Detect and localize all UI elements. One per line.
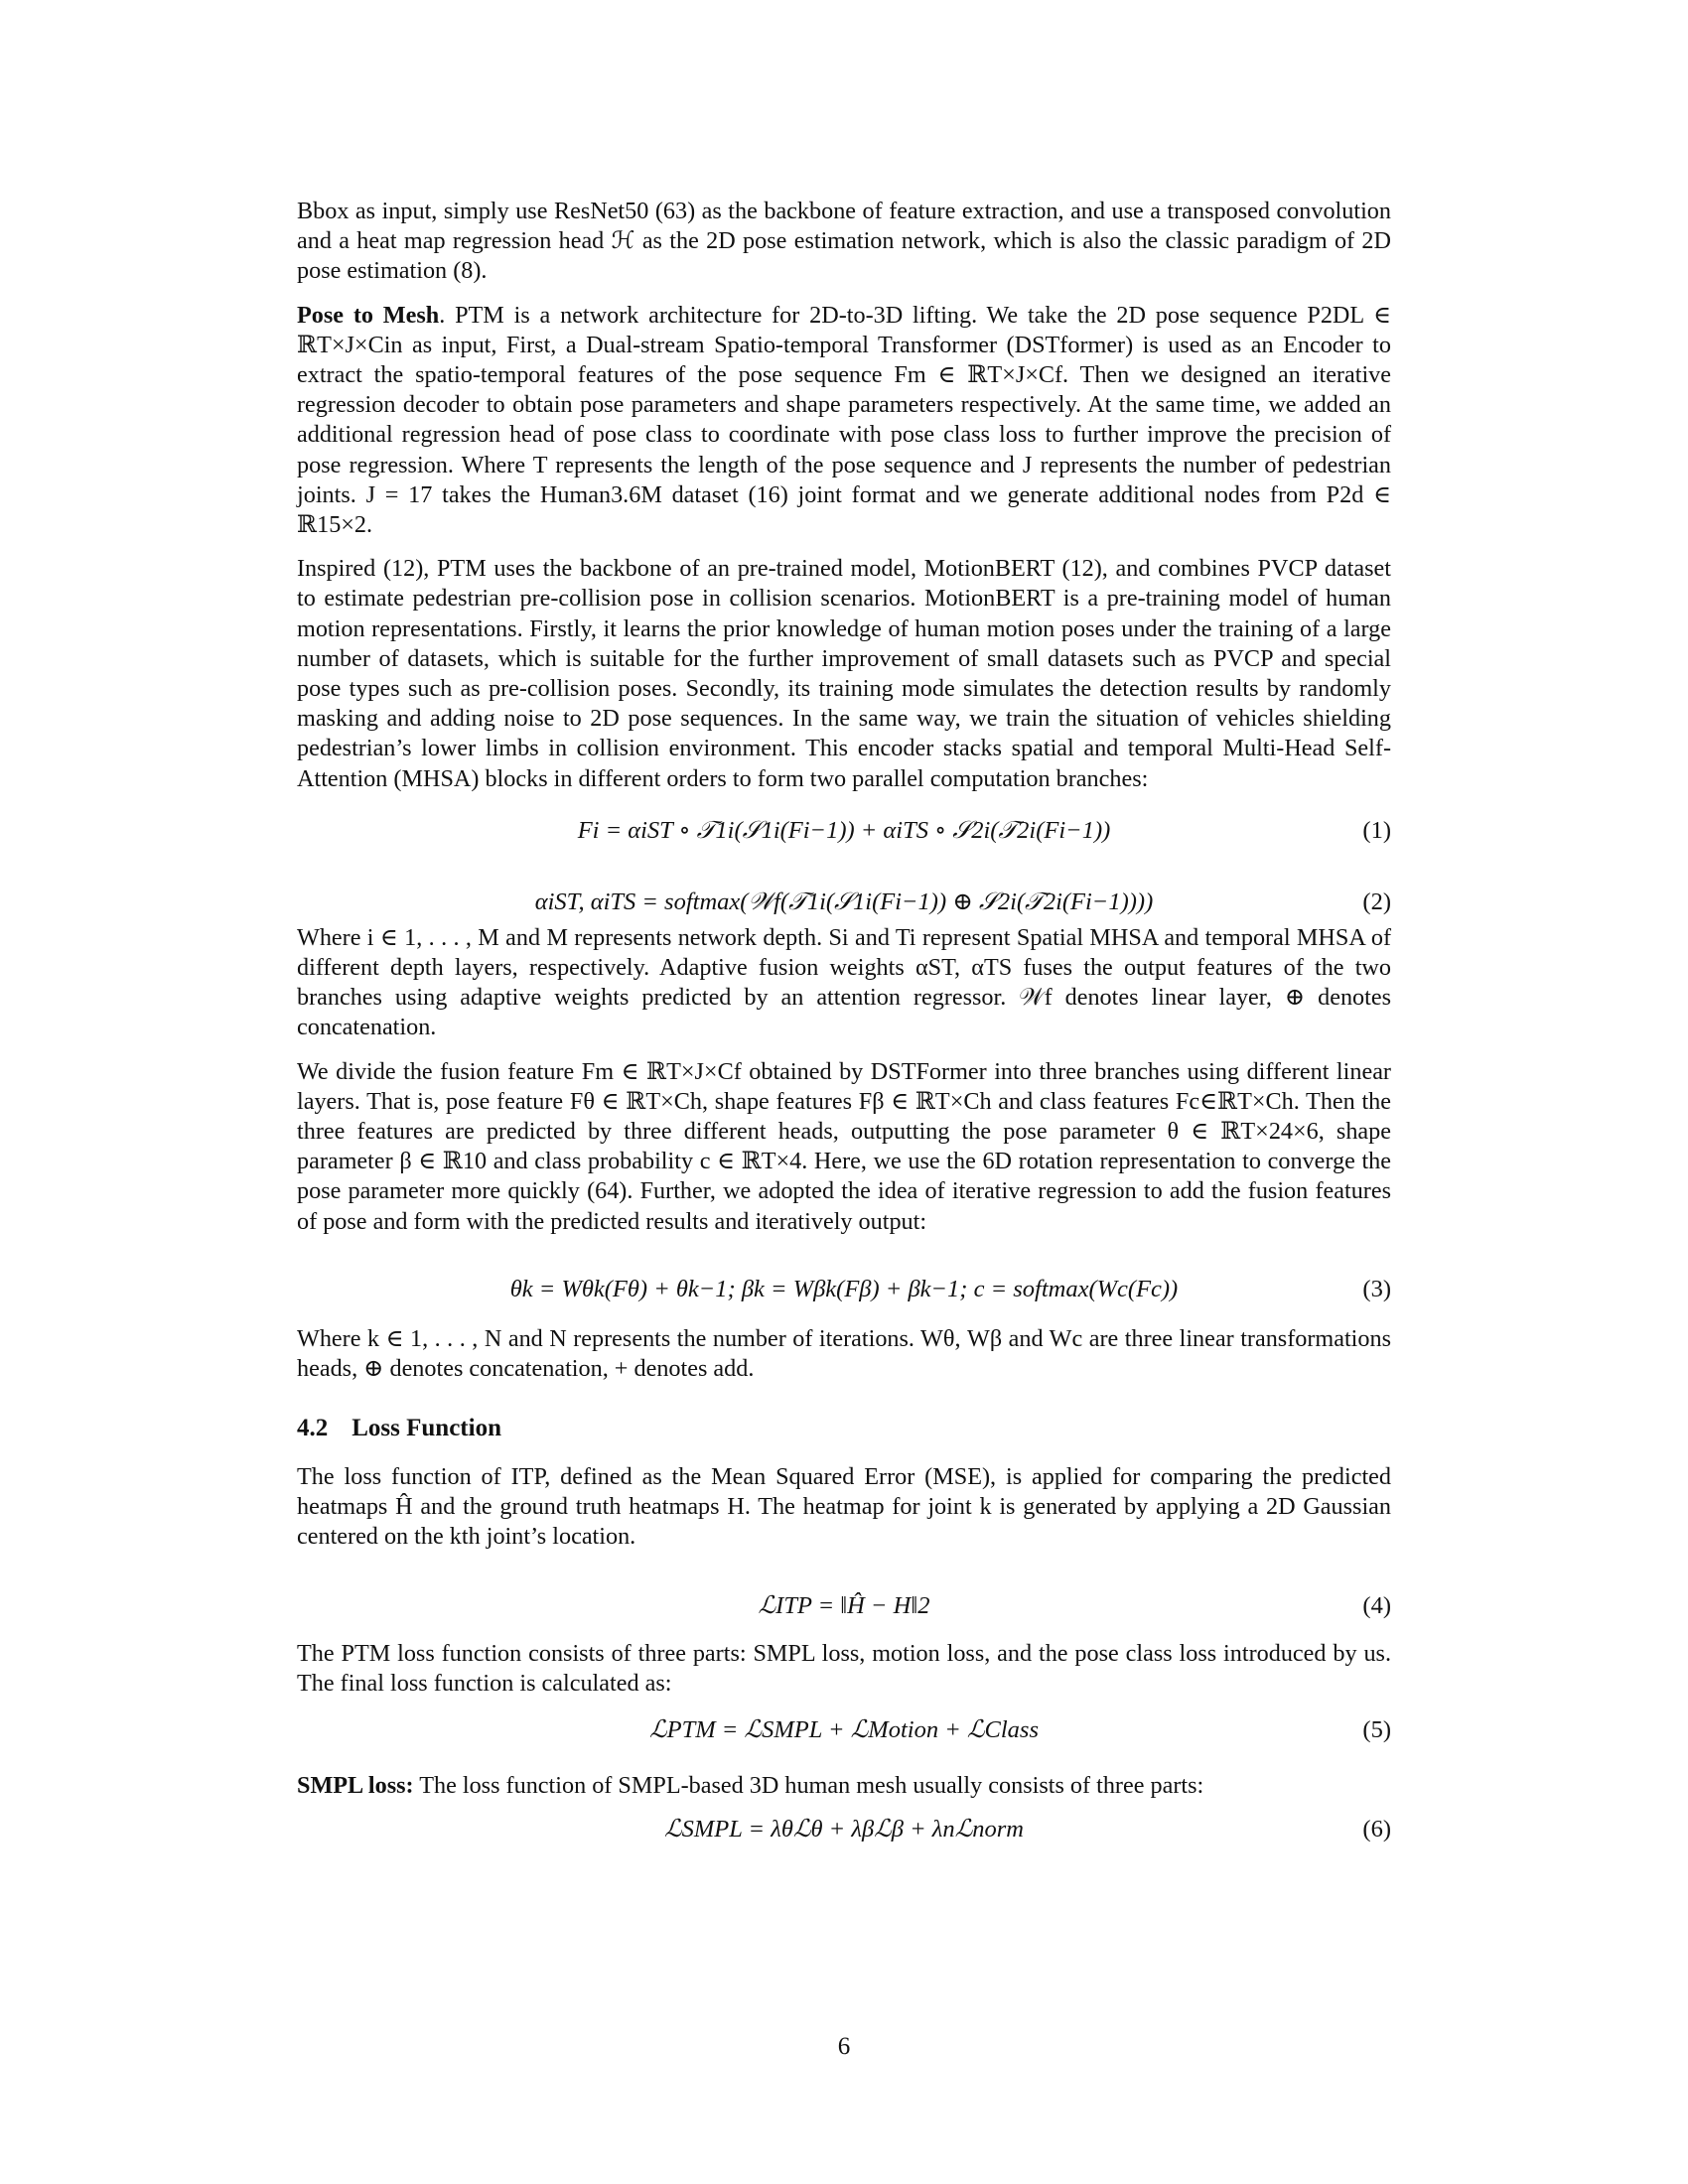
main-column xyxy=(297,197,1391,1864)
equation-number: (5) xyxy=(1362,1715,1391,1743)
equation-4 xyxy=(297,1566,1391,1637)
paragraph-fusion-feature: We divide the fusion feature Fm ∈ ℝT×J×Cf obtained by DSTFormer into three branches using different linear layers. That is, pose feature Fθ ∈ ℝT×Ch, shape features Fβ ∈ ℝT×Ch and class features Fc∈ℝT×Ch. Then the three features are predicted by three different heads, outputting the pose parameter θ ∈ ℝT×24×6, shape parameter β ∈ ℝ10 and class probability c ∈ ℝT×4. Here, we use the 6D rotation representation to converge the pose parameter more quickly (64). Further, we adopted the idea of iterative regression to add the fusion features of pose and form with the predicted results and iteratively output: xyxy=(297,1057,1391,1235)
equation-body: ℒPTM = ℒSMPL + ℒMotion + ℒClass xyxy=(649,1715,1039,1743)
section-number: 4.2 xyxy=(297,1415,329,1442)
equation-number: (2) xyxy=(1362,887,1391,915)
equation-body: ℒITP = ‖Ĥ − H‖2 xyxy=(758,1592,930,1620)
equation-body: αiST, αiTS = softmax(𝒲f(𝒯1i(𝒮1i(Fi−1)) ⊕ 𝒮2i(𝒯2i(Fi−1)))) xyxy=(534,887,1154,915)
equation-2 xyxy=(297,858,1391,921)
equation-number: (1) xyxy=(1362,816,1391,844)
paragraph-smpl-loss xyxy=(297,1771,1391,1801)
paragraph-itp-loss: The loss function of ITP, defined as the Mean Squared Error (MSE), is applied for comparing the predicted heatmaps Ĥ and the ground truth heatmaps H. The heatmap for joint k is generated by applying a 2D Gaussian centered on the kth joint’s location. xyxy=(297,1462,1391,1550)
section-title: Loss Function xyxy=(352,1415,501,1442)
page-number: 6 xyxy=(837,2033,851,2060)
paragraph-where-i: Where i ∈ 1, . . . , M and M represents network depth. Si and Ti represent Spatial MHSA and temporal MHSA of different depth layers, respectively. Adaptive fusion weights αST, αTS fuses the output features of the two branches using adaptive weights predicted by an attention regressor. 𝒲f denotes linear layer, ⊕ denotes concatenation. xyxy=(297,923,1391,1041)
paragraph-where-k: Where k ∈ 1, . . . , N and N represents the number of iterations. Wθ, Wβ and Wc are three linear transformations heads, ⊕ denotes concatenation, + denotes add. xyxy=(297,1324,1391,1383)
equation-body: θk = Wθk(Fθ) + θk−1; βk = Wβk(Fβ) + βk−1; c = softmax(Wc(Fc)) xyxy=(509,1275,1179,1302)
equation-5 xyxy=(297,1713,1391,1761)
equation-number: (6) xyxy=(1362,1815,1391,1843)
paragraph-ptm-loss: The PTM loss function consists of three parts: SMPL loss, motion loss, and the pose class loss introduced by us. The final loss function is calculated as: xyxy=(297,1640,1391,1698)
paragraph-text: The loss function of SMPL-based 3D human mesh usually consists of three parts: xyxy=(413,1771,1204,1799)
run-in-heading: Pose to Mesh xyxy=(297,301,440,329)
equation-1 xyxy=(297,808,1391,856)
equation-6 xyxy=(297,1815,1391,1862)
equation-body: Fi = αiST ∘ 𝒯1i(𝒮1i(Fi−1)) + αiTS ∘ 𝒮2i(𝒯2i(Fi−1)) xyxy=(577,816,1111,844)
equation-body: ℒSMPL = λθℒθ + λβℒβ + λnℒnorm xyxy=(663,1815,1025,1843)
equation-number: (4) xyxy=(1362,1592,1391,1620)
section-heading xyxy=(297,1414,1391,1443)
paragraph-pose-to-mesh xyxy=(297,301,1391,541)
equation-number: (3) xyxy=(1362,1275,1391,1302)
equation-3 xyxy=(297,1251,1391,1322)
run-in-heading: SMPL loss: xyxy=(297,1771,414,1799)
paragraph-motionbert: Inspired (12), PTM uses the backbone of an pre-trained model, MotionBERT (12), and combines PVCP dataset to estimate pedestrian pre-collision pose in collision scenarios. MotionBERT is a pre-training model of human motion representations. Firstly, it learns the prior knowledge of human motion poses under the training of a large number of datasets, which is suitable for the further improvement of small datasets such as PVCP and special pose types such as pre-collision poses. Secondly, its training mode simulates the detection results by randomly masking and adding noise to 2D pose sequences. In the same way, we train the situation of vehicles shielding pedestrian’s lower limbs in collision environment. This encoder stacks spatial and temporal Multi-Head Self-Attention (MHSA) blocks in different orders to form two parallel computation branches: xyxy=(297,555,1391,792)
paragraph-1: Bbox as input, simply use ResNet50 (63) as the backbone of feature extraction, and use a transposed convolution and a heat map regression head ℋ as the 2D pose estimation network, which is also the classic paradigm of 2D pose estimation (8). xyxy=(297,198,1391,285)
paragraph-text: . PTM is a network architecture for 2D-to-3D lifting. We take the 2D pose sequence P2DL ∈ ℝT×J×Cin as input, First, a Dual-stream Spatio-temporal Transformer (DSTformer) is used as an Encoder to extract the spatio-temporal features of the pose sequence Fm ∈ ℝT×J×Cf. Then we designed an iterative regression decoder to obtain pose parameters and shape parameters respectively. At the same time, we added an additional regression head of pose class to coordinate with pose class loss to further improve the precision of pose regression. Where T represents the length of the pose sequence and J represents the number of pedestrian joints. J = 17 takes the Human3.6M dataset (16) joint format and we generate additional nodes from P2d ∈ ℝ15×2. xyxy=(297,301,1391,539)
